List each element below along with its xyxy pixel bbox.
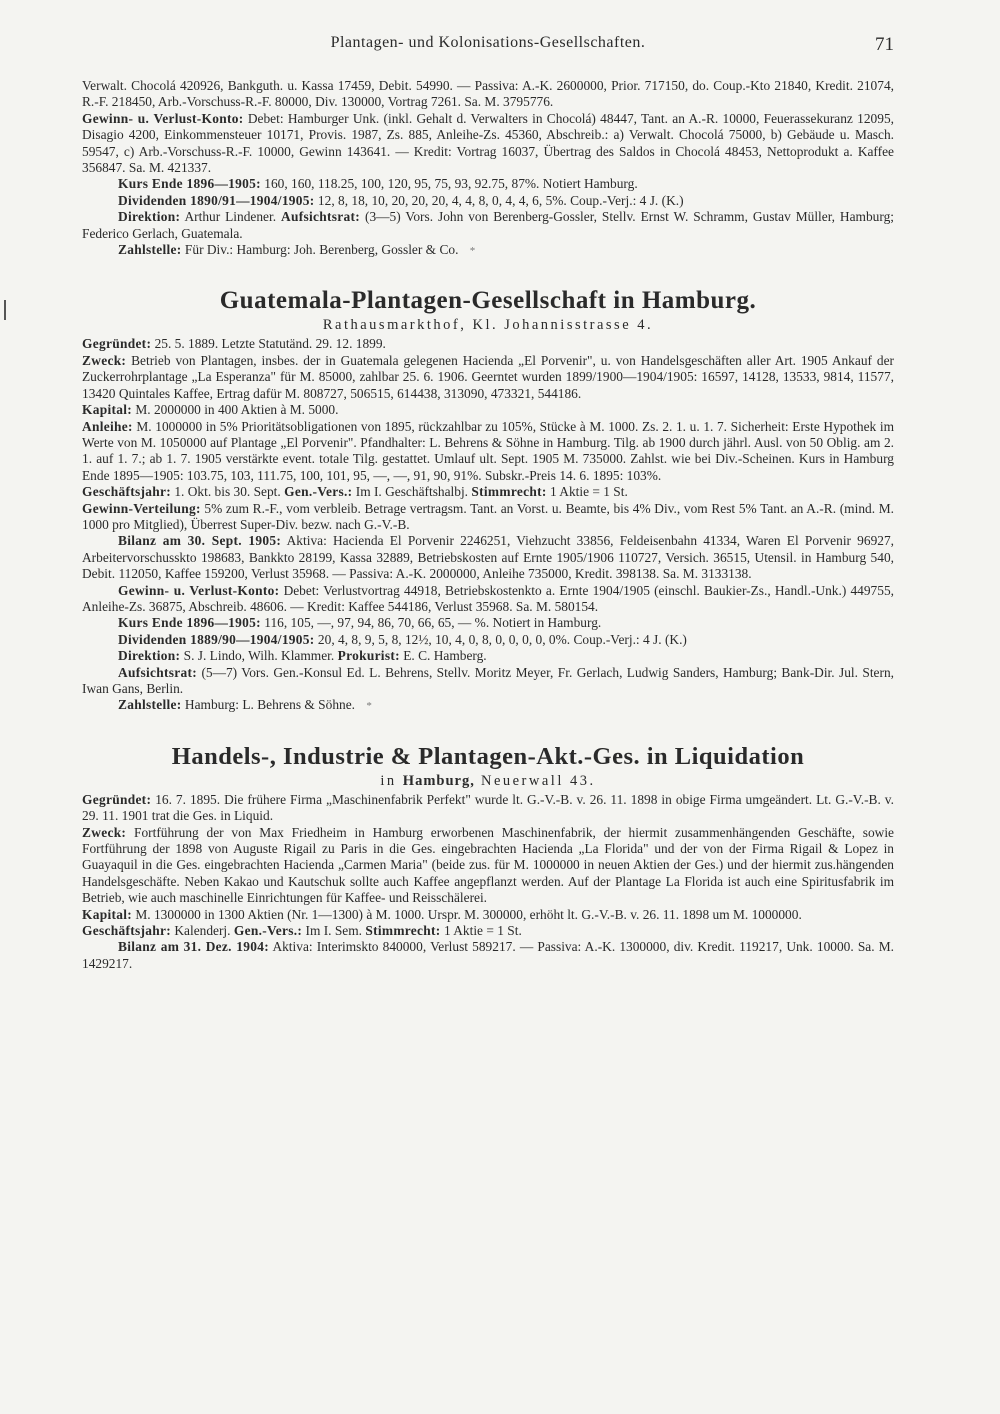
profit-loss-account: Gewinn- u. Verlust-Konto: Debet: Hamburger Unk. (inkl. Gehalt d. Verwalters in Chocolá) 48447, Tant. an A.-R. 10000, Feuerassekuranz 12095, Disagio 4200, Einkommensteuer 10171, Provis. 1987, Zs. 885, Anleihe-Zs. 45360, Abschreib.: a) Verwalt. Chocolá 75000, b) Gebäude u. Masch. 59547, c) Arb.-Vorschuss-R.-F. 10000, Gewinn 143641. — Kredit: Vortrag 16037, Übertrag des Saldos in Chocolá 48453, Nettoprodukt a. Kaffee 356847. Sa. M. 421337. bbox=[82, 110, 894, 176]
supervisory-board: Aufsichtsrat: (5—7) Vors. Gen.-Konsul Ed. L. Behrens, Stellv. Moritz Meyer, Fr. Gerlach, Ludwig Sanders, Hamburg; Bank-Dir. Jul. Stern, Iwan Gans, Berlin. bbox=[82, 664, 894, 696]
management-board: Direktion: S. J. Lindo, Wilh. Klammer. Prokurist: E. C. Hamberg. bbox=[118, 648, 487, 664]
bond-issue: Anleihe: M. 1000000 in 5% Prioritätsobligationen von 1895, rückzahlbar zu 105%, Stücke à M. 1000. Zs. 2. 1. u. 1. 7. Sicherheit: Erste Hypothek im Werte von M. 1050000 auf Plantage „El Porvenir". Pfandhalter: L. Behrens & Söhne in Hamburg. Tilg. ab 1900 durch jährl. Ausl. von 50 Oblig. am 2. 1. auf 1. 7.; ab 1. 7. 1905 verstärkte event. totale Tilg. gestattet. Umlauf ult. Sept. 1905 M. 735000. Zahlst. wie bei Div.-Scheinen. Kurs in Hamburg Ende 1895—1905: 103.75, 103, 111.75, 100, 101, 95, —, —, 91, 90, 91%. Subskr.-Preis 14. 6. 1895: 103%. bbox=[82, 418, 894, 483]
scan-edge-mark bbox=[4, 300, 6, 320]
fiscal-year: Geschäftsjahr: Kalenderj. Gen.-Vers.: Im I. Sem. Stimmrecht: 1 Aktie = 1 St. bbox=[82, 923, 522, 939]
company-address: in Hamburg, Neuerwall 43. bbox=[380, 772, 596, 789]
entry-continuation bbox=[82, 78, 894, 259]
page-number: 71 bbox=[875, 34, 894, 55]
capital: Kapital: M. 1300000 in 1300 Aktien (Nr. 1—1300) à M. 1000. Urspr. M. 300000, erhöht lt. G.-V.-B. v. 26. 11. 1898 um M. 1000000. bbox=[82, 906, 802, 922]
profit-loss-account: Gewinn- u. Verlust-Konto: Debet: Verlustvortrag 44918, Betriebskostenkto a. Ernte 1904/1905 (einschl. Baukier-Zs., Handl.-Unk.) 449755, Anleihe-Zs. 36875, Abschreib. 48606. — Kredit: Kaffee 544186, Verlust 35968. Sa. M. 580154. bbox=[82, 582, 894, 614]
company-heading: Guatemala-Plantagen-Gesellschaft in Hamburg. bbox=[219, 287, 757, 315]
balance-sheet: Bilanz am 31. Dez. 1904: Aktiva: Interimskto 840000, Verlust 589217. — Passiva: A.-K. 1300000, div. Kredit. 119217, Unk. 10000. Sa. M. 1429217. bbox=[82, 939, 895, 971]
founded: Gegründet: 16. 7. 1895. Die frühere Firma „Maschinenfabrik Perfekt" wurde lt. G.-V.-B. v. 26. 11. 1898 in obige Firma umgeändert. Lt. G.-V.-B. v. 29. 11. 1901 trat die Ges. in Liquid. bbox=[82, 791, 894, 824]
purpose: Zweck: Betrieb von Plantagen, insbes. der in Guatemala gelegenen Hacienda „El Porvenir", u. von Handelsgeschäften aller Art. 1905 Ankauf der Zuckerrohrplantage „La Esperanza" für M. 85000, zahlbar 25. 6. 1906. Geerntet wurden 1899/1900—1904/1905: 16597, 14128, 13533, 9814, 11577, 13420 Quintales Kaffee, Ertrag dafür M. 808727, 506515, 614438, 313090, 473321, 544186. bbox=[82, 352, 894, 401]
entry-end-marker: * bbox=[469, 245, 476, 258]
running-title: Plantagen- und Kolonisations-Gesellschaften. bbox=[330, 34, 646, 51]
fiscal-year: Geschäftsjahr: 1. Okt. bis 30. Sept. Gen.-Vers.: Im I. Geschäftshalbj. Stimmrecht: 1 Aktie = 1 St. bbox=[82, 484, 628, 500]
running-head bbox=[82, 30, 894, 56]
share-price-history: Kurs Ende 1896—1905: 116, 105, —, 97, 94, 86, 70, 66, 65, — %. Notiert in Hamburg. bbox=[118, 615, 602, 631]
founded: Gegründet: 25. 5. 1889. Letzte Statutänd. 29. 12. 1899. bbox=[82, 336, 386, 352]
balance-sheet: Bilanz am 30. Sept. 1905: Aktiva: Hacienda El Porvenir 2246251, Viehzucht 33856, Feldeisenbahn 41334, Waren El Porvenir 96927, Arbeitervorschusskto 198683, Bankkto 28199, Kassa 32889, Betriebskosten auf Ernte 1905/1906 110727, Versich. 36515, Utensil. in Hamburg 540, Debit. 112050, Kaffee 159200, Verlust 35968. — Passiva: A.-K. 2000000, Anleihe 735000, Kredit. 398138. Sa. M. 3133138. bbox=[82, 533, 895, 582]
entry-end-marker: * bbox=[366, 700, 372, 713]
paying-agent: Zahlstelle: Für Div.: Hamburg: Joh. Berenberg, Gossler & Co. * bbox=[118, 242, 476, 258]
dividend-history: Dividenden 1889/90—1904/1905: 20, 4, 8, 9, 5, 8, 12½, 10, 4, 0, 8, 0, 0, 0, 0, 0%. Coup.-Verj.: 4 J. (K.) bbox=[118, 631, 687, 647]
profit-distribution: Gewinn-Verteilung: 5% zum R.-F., vom verbleib. Betrage vertragsm. Tant. an Vorst. u. Beamte, bis 4% Div., vom Rest 5% Tant. an A.-R. (mind. M. 1000 pro Mitglied), Überrest Super-Div. bezw. nach G.-V.-B. bbox=[82, 500, 894, 532]
management-board: Direktion: Arthur Lindener. Aufsichtsrat: (3—5) Vors. John von Berenberg-Gossler, Stellv. Ernst W. Schramm, Gustav Müller, Hamburg; Federico Gerlach, Guatemala. bbox=[82, 209, 894, 241]
paying-agent: Zahlstelle: Hamburg: L. Behrens & Söhne. * bbox=[118, 697, 372, 713]
dividend-history: Dividenden 1890/91—1904/1905: 12, 8, 18, 10, 20, 20, 20, 4, 4, 8, 0, 4, 4, 6, 5%. Coup.-Verj.: 4 J. (K.) bbox=[118, 192, 684, 208]
share-price-history: Kurs Ende 1896—1905: 160, 160, 118.25, 100, 120, 95, 75, 93, 92.75, 87%. Notiert Hamburg. bbox=[118, 176, 638, 192]
document-page bbox=[82, 30, 894, 972]
purpose: Zweck: Fortführung der von Max Friedheim in Hamburg erworbenen Maschinenfabrik, der hiermit zusammenhängenden Geschäfte, sowie Fortführung der 1898 von Auguste Rigail zu Paris in die Ges. eingebrachten Hacienda „La Florida" und der von der Firma Rigail & Lopez in Guayaquil in die Ges. eingebrachten Hacienda „Carmen Maria" (beide zus. für M. 1000000 in neuen Aktien der Ges.) und der hiermit zus.hängenden Handelsgeschäfte. Neben Kakao und Kautschuk sollte auch Kaffee angepflanzt werden. Auf der Plantage La Florida ist auch eine Spiritusfabrik im Betrieb, wie auch maschinelle Einrichtungen für Kaffee- und Reisschälerei. bbox=[82, 824, 894, 906]
company-heading: Handels-, Industrie & Plantagen-Akt.-Ges. in Liquidation bbox=[171, 742, 805, 770]
capital: Kapital: M. 2000000 in 400 Aktien à M. 5000. bbox=[82, 402, 339, 418]
balance-continuation: Verwalt. Chocolá 420926, Bankguth. u. Kassa 17459, Debit. 54990. — Passiva: A.-K. 2600000, Prior. 717150, do. Coup.-Kto 21840, Kredit. 21074, R.-F. 218450, Arb.-Vorschuss-R.-F. 80000, Div. 130000, Vortrag 7261. Sa. M. 3795776. bbox=[82, 78, 894, 110]
entry-guatemala bbox=[82, 287, 894, 714]
entry-handels bbox=[82, 743, 894, 972]
company-address: Rathausmarkthof, Kl. Johannisstrasse 4. bbox=[322, 317, 654, 334]
